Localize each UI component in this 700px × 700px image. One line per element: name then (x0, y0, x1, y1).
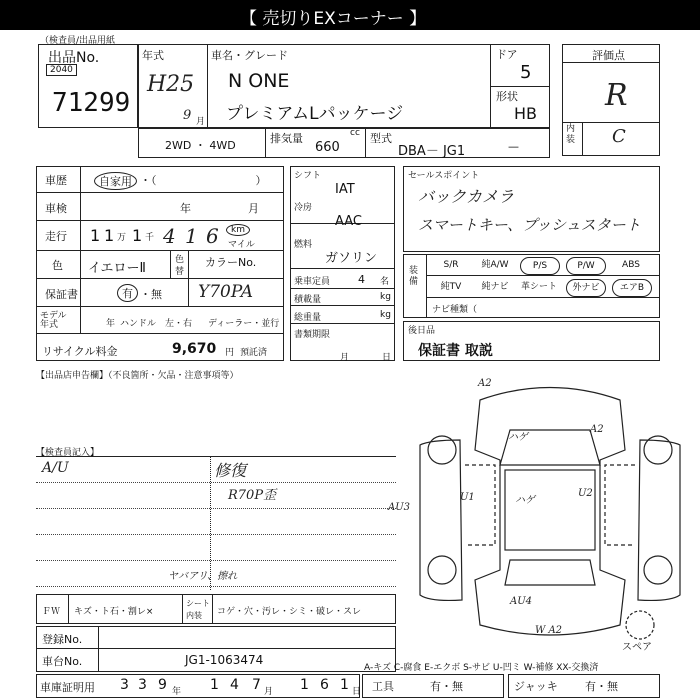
cooler-label: 冷房 (294, 203, 313, 213)
diagram-roof: ハゲ (508, 432, 528, 443)
inspection-label: 車検 (45, 202, 67, 215)
diagram-au3: AU3 (388, 502, 411, 513)
color-label: 色 (52, 259, 63, 272)
inspector-note1: A/U (42, 460, 69, 476)
cert-label: 車庫証明用 (40, 681, 95, 694)
cert-digit: 1 (300, 677, 309, 693)
cert-unit: 年 (172, 687, 182, 697)
displacement-unit: cc (350, 128, 360, 138)
doc-expiry-month: 月 (340, 353, 350, 363)
diagram-a2-right: A2 (590, 424, 604, 435)
grade-value: R (605, 78, 628, 113)
recycle-note: 預託済 (240, 348, 268, 358)
diagram-u2: U2 (578, 488, 593, 499)
equipment-item: エアB (612, 279, 652, 297)
recycle-amount: 9,670 (172, 341, 217, 357)
model-year-dealer: ディーラー・並行 (208, 319, 280, 329)
car-grade: プレミアムLパッケージ (226, 104, 404, 124)
diagram-wa2: W A2 (535, 625, 563, 636)
color-code-label: カラーNo. (205, 256, 257, 269)
cert-digit: 1 (340, 677, 349, 693)
model-value: DBA－ JG1 (398, 144, 466, 159)
lot-number: 71299 (52, 88, 131, 118)
capacity-label: 乗車定員 (294, 277, 331, 287)
model-year-label: モデル年式 (40, 311, 67, 330)
inspection-month: 月 (248, 202, 259, 215)
mileage-d3: 1 (132, 226, 143, 245)
jack-label: ジャッキ (514, 680, 558, 693)
color-value: イエローⅡ (88, 261, 146, 276)
legend-fw-label: ＦＷ (42, 607, 61, 617)
diagram-a2-top: A2 (478, 378, 492, 389)
mileage-d1: 1 (104, 226, 115, 245)
cert-digit: 7 (252, 677, 261, 693)
lot-small-code: 2040 (46, 64, 77, 76)
model-label: 型式 (370, 132, 392, 145)
navi-label: ナビ種類（ (432, 305, 478, 315)
cert-digit: 4 (230, 677, 239, 693)
year-era: H25 (147, 72, 195, 97)
legend-sheet-label2: 内装 (186, 611, 202, 620)
warranty-sep: ・無 (140, 288, 162, 301)
recycle-label: リサイクル料金 (42, 345, 118, 358)
inspector-note2: 修復 (214, 461, 247, 480)
equipment-item: P/S (520, 257, 560, 275)
cert-unit: 日 (352, 687, 362, 697)
lot-label: 出品No. (48, 50, 100, 66)
mileage-man: 万 (117, 233, 127, 243)
damage-legend: A-キズ C-腐食 E-エクボ S-サビ U-凹ミ W-補修 XX-交換済 (364, 663, 599, 673)
mileage-d6: 1 (185, 224, 198, 248)
weight-unit: kg (380, 310, 391, 320)
drive-value: 2WD ・ 4WD (165, 139, 236, 152)
car-name: N ONE (228, 70, 290, 92)
displacement-label: 排気量 (270, 132, 303, 145)
equipment-item: ABS (622, 260, 640, 270)
capacity-unit: 名 (380, 277, 390, 287)
warranty-value: 有 (117, 284, 138, 302)
declaration-label: 【出品店申告欄】（不良箇所・欠品・注意事項等） (36, 371, 239, 381)
model-year-handle: ハンドル 左・右 (120, 319, 193, 329)
mileage-label: 走行 (45, 230, 67, 243)
tools-label: 工具 (372, 680, 394, 693)
fuel-value: ガソリン (325, 251, 378, 266)
cert-digit: 1 (210, 677, 219, 693)
equipment-item: 外ナビ (566, 279, 606, 297)
chassis-label: 車台No. (42, 655, 83, 668)
grade-label: 評価点 (592, 49, 625, 62)
equipment-item: P/W (566, 257, 606, 275)
mileage-d0: 1 (90, 226, 101, 245)
cert-digit: 3 (120, 677, 129, 693)
header-subnote: （検査員/出品用紙 (40, 36, 116, 46)
registration-label: 登録No. (42, 633, 83, 646)
chassis-value: JG1-1063474 (185, 653, 264, 667)
mileage-unit: km (226, 224, 250, 236)
jack-value: 有・無 (585, 680, 618, 693)
sales-line2: スマートキー、プッシュスタート (418, 216, 641, 234)
equipment-item: S/R (443, 260, 459, 270)
shift-label: シフト (294, 171, 322, 181)
legend-sheet-items: コゲ・穴・汚レ・シミ・破レ・スレ (217, 607, 362, 617)
doc-expiry-day: 日 (382, 353, 392, 363)
mileage-sen: 千 (145, 233, 155, 243)
year-month: 9 (183, 108, 192, 123)
color-change2: 替 (175, 267, 185, 277)
header-title: 【 売切りEXコーナー 】 (240, 9, 427, 29)
after-items-label: 後日品 (408, 326, 436, 336)
car-damage-diagram (388, 370, 700, 660)
equipment-item: 純ナビ (481, 282, 509, 292)
model-year-year: 年 (106, 319, 116, 329)
shape-value: HB (514, 104, 538, 123)
legend-sheet-label1: シート (186, 599, 210, 608)
interior-value: C (612, 126, 626, 147)
weight-label: 総重量 (294, 313, 322, 323)
history-value: 自家用 (94, 172, 137, 190)
year-label: 年式 (142, 49, 164, 62)
shape-label: 形状 (496, 90, 518, 103)
spare-label: スペア (622, 642, 652, 653)
mileage-d5: 4 (163, 224, 176, 248)
inspector-note3: R70P歪 (228, 488, 277, 503)
recycle-unit: 円 (225, 348, 235, 358)
diagram-u1: U1 (460, 492, 475, 503)
model-dash: — (508, 140, 519, 153)
sales-line1: バックカメラ (418, 187, 515, 206)
equipment-item: 純TV (440, 282, 462, 292)
mileage-d7: 6 (206, 224, 219, 248)
history-label: 車歴 (45, 174, 67, 187)
inspector-note4: ヤバアリ、擦れ (168, 571, 238, 582)
displacement-value: 660 (315, 140, 340, 155)
inspector-label: 【検査員記入】 (36, 448, 100, 458)
equipment-item: 純A/W (481, 260, 509, 270)
cert-unit: 月 (264, 687, 274, 697)
sales-label: セールスポイント (408, 171, 480, 181)
legend-fw-items: キズ・ト石・割レ× (74, 607, 154, 617)
year-month-unit: 月 (196, 117, 206, 127)
equipment-label: 装備 (409, 266, 419, 287)
tools-value: 有・無 (430, 680, 463, 693)
load-unit: kg (380, 292, 391, 302)
mileage-unit2: マイル (228, 240, 255, 250)
doc-expiry-label: 書類期限 (294, 330, 331, 340)
cert-digit: 6 (320, 677, 329, 693)
history-rest: ・（ ） (140, 174, 267, 187)
fuel-label: 燃料 (294, 240, 313, 250)
load-label: 積載量 (294, 295, 322, 305)
doors-label: ドア (496, 48, 518, 61)
diagram-au4: AU4 (510, 596, 533, 607)
interior-label: 内装 (566, 124, 576, 145)
diagram-hood: ハゲ (515, 495, 535, 506)
cert-digit: 3 (138, 677, 147, 693)
inspection-year: 年 (180, 202, 191, 215)
doors-value: 5 (520, 62, 532, 83)
color-change1: 色 (175, 255, 185, 265)
warranty-label: 保証書 (45, 288, 78, 301)
equipment-item: 革シート (520, 282, 557, 292)
after-items-value: 保証書 取説 (418, 343, 493, 359)
shift-value: IAT (335, 182, 355, 197)
capacity-value: 4 (358, 273, 365, 286)
cooler-value: AAC (335, 214, 362, 229)
car-label: 車名・グレード (211, 49, 288, 62)
cert-digit: 9 (158, 677, 167, 693)
color-code: Y70PA (198, 282, 254, 302)
